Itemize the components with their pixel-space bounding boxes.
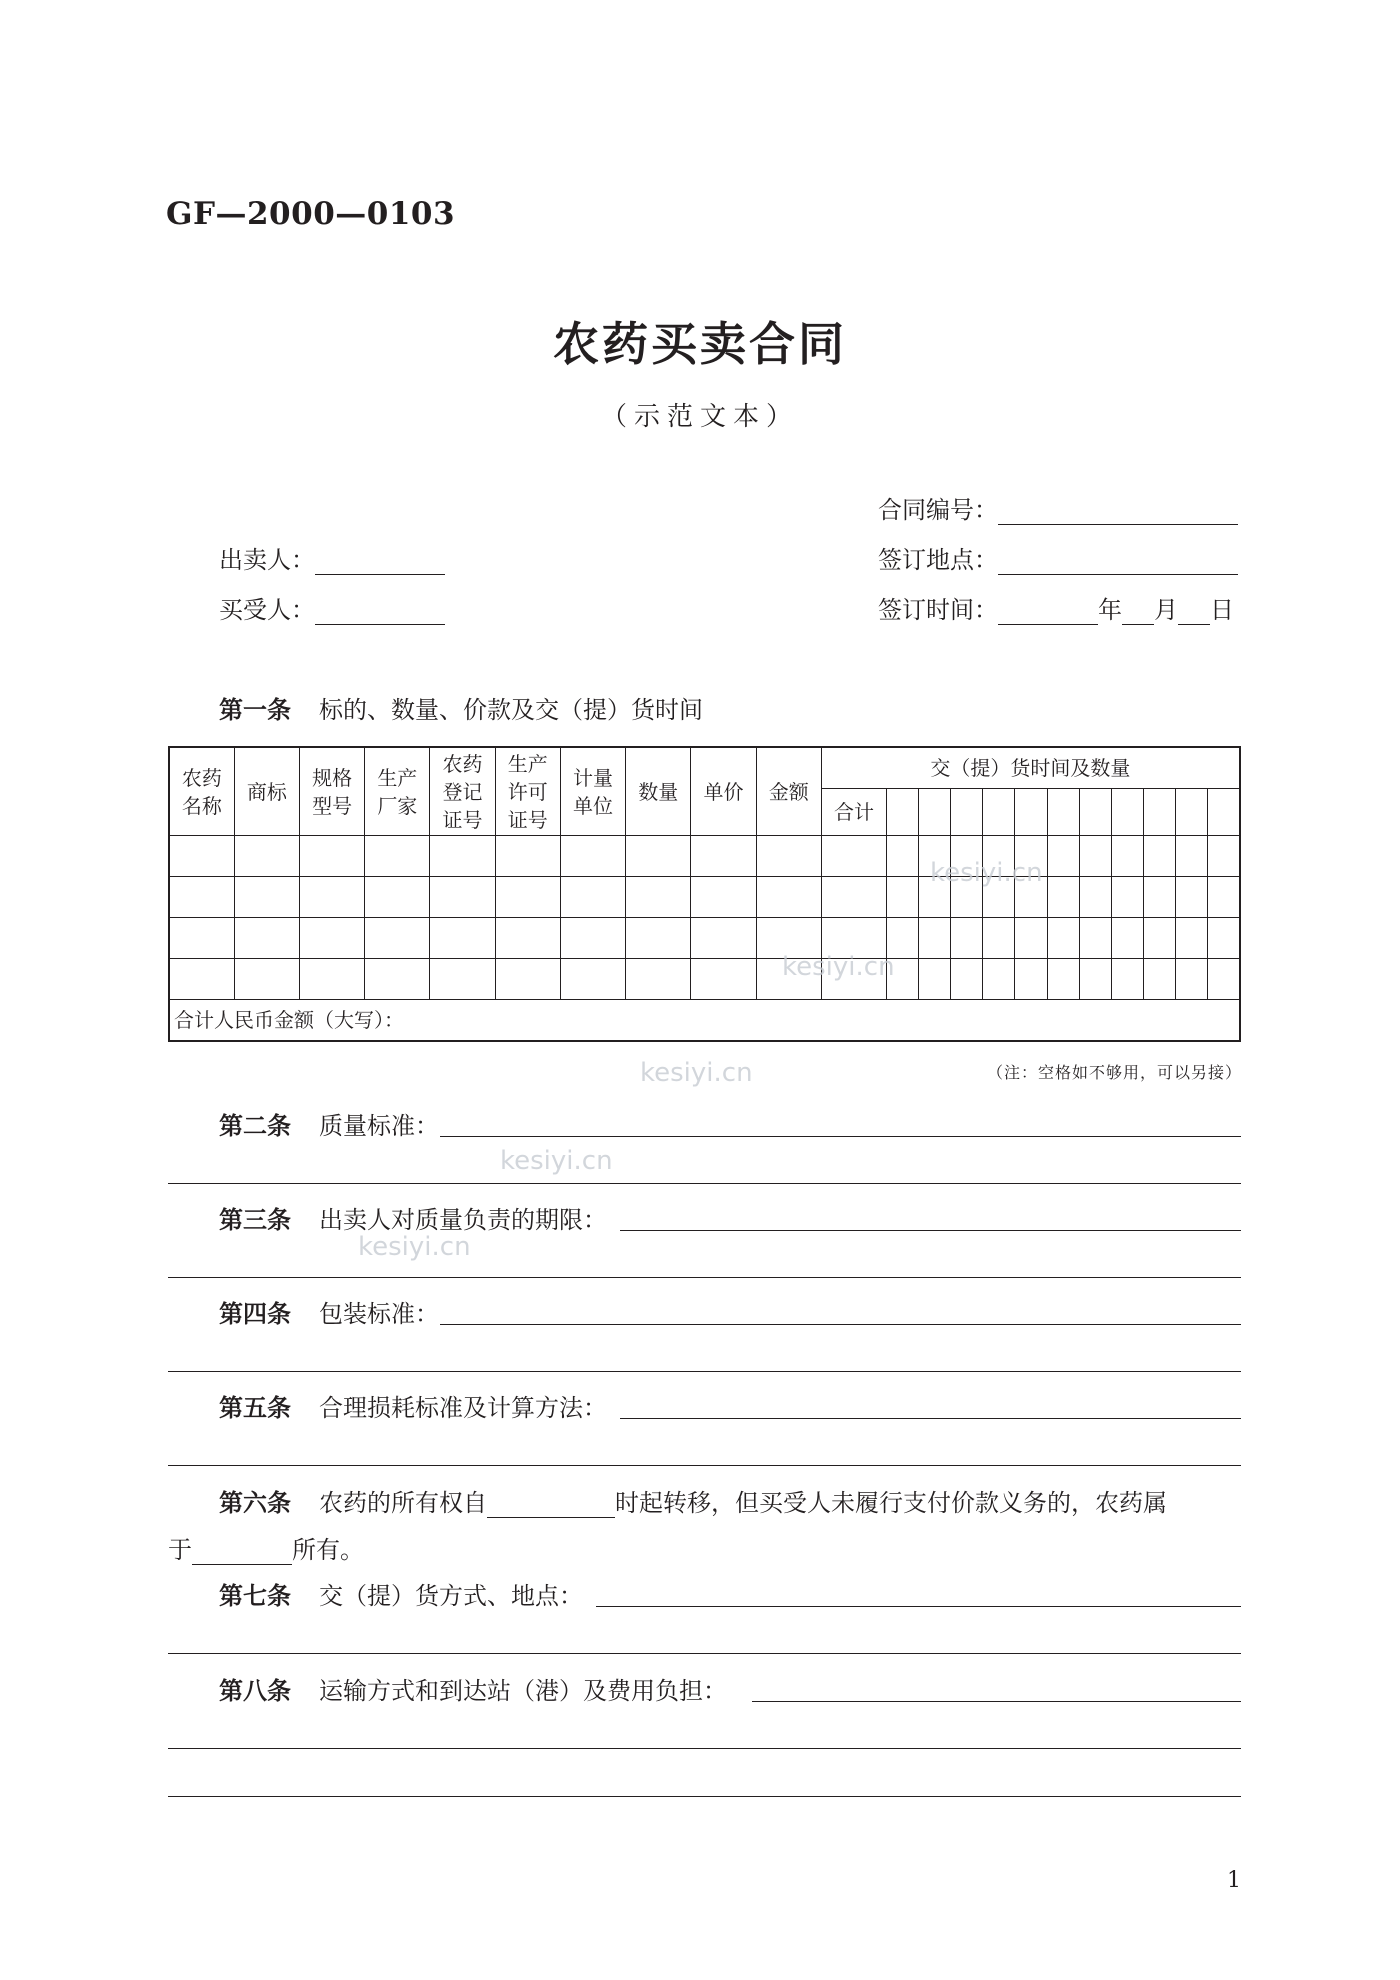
table-row[interactable] (169, 959, 1240, 1000)
sign-month-line[interactable] (1122, 598, 1154, 625)
article-8 (219, 1671, 727, 1706)
article-8-line[interactable] (752, 1701, 1241, 1702)
sign-time-field (878, 590, 1234, 625)
article-2 (219, 1106, 439, 1141)
article-4-text: 包装标准： (319, 1300, 439, 1328)
seller-label: 出卖人： (219, 546, 315, 574)
article-6 (219, 1483, 1167, 1518)
article-6-blank-2[interactable] (192, 1542, 292, 1565)
page-title: 农药买卖合同 (553, 317, 847, 371)
total-amount-label: 合计人民币金额（大写）： (169, 1000, 1240, 1042)
article-6-text-2: 时起转移，但买受人未履行支付价款义务的，农药属 (615, 1489, 1167, 1517)
article-5-text: 合理损耗标准及计算方法： (319, 1394, 607, 1422)
table-row[interactable] (169, 877, 1240, 918)
col-header-unit: 计量 单位 (560, 747, 625, 836)
col-header-trademark: 商标 (234, 747, 299, 836)
article-5 (219, 1388, 607, 1423)
goods-table (168, 746, 1241, 1042)
article-4-line[interactable] (168, 1371, 1241, 1372)
article-7 (219, 1576, 583, 1611)
col-header-delivery-total: 合计 (821, 789, 886, 836)
seller-line[interactable] (315, 548, 445, 575)
year-label: 年 (1098, 596, 1122, 624)
document-code: GF—2000—0103 (166, 196, 456, 232)
col-header-amount: 金额 (756, 747, 821, 836)
watermark-text: kesiyi.cn (782, 952, 895, 982)
sign-place-field (878, 540, 1238, 575)
page-subtitle: （示范文本） (600, 402, 799, 432)
article-2-line[interactable] (168, 1183, 1241, 1184)
buyer-label: 买受人： (219, 596, 315, 624)
article-7-head: 第七条 (219, 1581, 291, 1610)
article-5-head: 第五条 (219, 1393, 291, 1422)
article-3-line[interactable] (620, 1230, 1241, 1231)
article-1-text: 标的、数量、价款及交（提）货时间 (319, 696, 703, 724)
article-2-line[interactable] (440, 1136, 1241, 1137)
article-7-line[interactable] (596, 1606, 1241, 1607)
contract-number-field (878, 490, 1238, 525)
col-header-quantity: 数量 (626, 747, 691, 836)
article-3-line[interactable] (168, 1277, 1241, 1278)
article-6-text-1: 农药的所有权自 (319, 1489, 487, 1517)
article-1 (219, 690, 703, 725)
article-5-line[interactable] (620, 1418, 1241, 1419)
article-4-head: 第四条 (219, 1299, 291, 1328)
watermark-text: kesiyi.cn (358, 1232, 471, 1262)
table-total-row[interactable] (169, 1000, 1240, 1042)
buyer-line[interactable] (315, 598, 445, 625)
sign-place-line[interactable] (998, 548, 1238, 575)
table-note: （注：空格如不够用，可以另接） (986, 1063, 1242, 1082)
article-3-text: 出卖人对质量负责的期限： (319, 1206, 607, 1234)
article-4-line[interactable] (440, 1324, 1241, 1325)
watermark-text: kesiyi.cn (500, 1146, 613, 1176)
article-2-text: 质量标准： (319, 1112, 439, 1140)
col-header-delivery: 交（提）货时间及数量 (821, 747, 1240, 789)
seller-field (219, 540, 445, 575)
month-label: 月 (1154, 596, 1178, 624)
contract-number-line[interactable] (998, 498, 1238, 525)
sign-time-label: 签订时间： (878, 596, 998, 624)
article-5-line[interactable] (168, 1465, 1241, 1466)
col-header-license-no: 生产 许可 证号 (495, 747, 560, 836)
article-3-head: 第三条 (219, 1205, 291, 1234)
article-8-text: 运输方式和到达站（港）及费用负担： (319, 1677, 727, 1705)
watermark-text: kesiyi.cn (640, 1058, 753, 1088)
day-label: 日 (1210, 596, 1234, 624)
page-number: 1 (1227, 1868, 1241, 1893)
article-6-head: 第六条 (219, 1488, 291, 1517)
article-8-line[interactable] (168, 1748, 1241, 1749)
article-6-line-2 (168, 1530, 364, 1565)
article-4 (219, 1294, 439, 1329)
sign-day-line[interactable] (1178, 598, 1210, 625)
table-row[interactable] (169, 918, 1240, 959)
article-6-suffix: 所有。 (292, 1536, 364, 1564)
watermark-text: kesiyi.cn (930, 858, 1043, 888)
col-header-pesticide-name: 农药 名称 (169, 747, 234, 836)
sign-year-line[interactable] (998, 598, 1098, 625)
article-8-line[interactable] (168, 1796, 1241, 1797)
article-1-head: 第一条 (219, 695, 291, 724)
article-3 (219, 1200, 607, 1235)
article-6-blank-1[interactable] (487, 1495, 615, 1518)
col-header-manufacturer: 生产 厂家 (365, 747, 430, 836)
col-header-registration-no: 农药 登记 证号 (430, 747, 495, 836)
buyer-field (219, 590, 445, 625)
col-header-unit-price: 单价 (691, 747, 756, 836)
article-8-head: 第八条 (219, 1676, 291, 1705)
sign-place-label: 签订地点： (878, 546, 998, 574)
table-row[interactable] (169, 836, 1240, 877)
col-header-spec: 规格 型号 (299, 747, 364, 836)
article-7-text: 交（提）货方式、地点： (319, 1582, 583, 1610)
article-2-head: 第二条 (219, 1111, 291, 1140)
article-7-line[interactable] (168, 1653, 1241, 1654)
article-6-prefix: 于 (168, 1536, 192, 1564)
contract-number-label: 合同编号： (878, 496, 998, 524)
